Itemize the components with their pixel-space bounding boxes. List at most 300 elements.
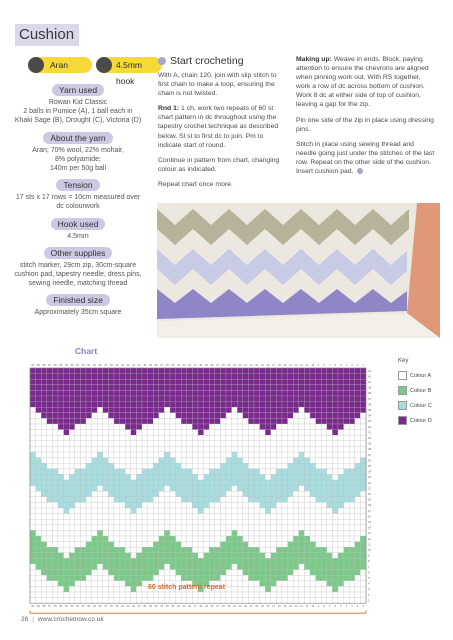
chart-cell xyxy=(47,530,53,536)
chart-cell xyxy=(148,390,154,396)
chart-cell xyxy=(108,480,114,486)
chart-cell xyxy=(327,446,333,452)
chart-cell xyxy=(349,497,355,503)
chart-cell xyxy=(271,407,277,413)
chart-cell xyxy=(344,570,350,576)
yarn-weight-badge xyxy=(28,57,92,73)
chart-cell xyxy=(282,575,288,581)
chart-cell xyxy=(232,469,238,475)
chart-cell xyxy=(232,418,238,424)
chart-cell xyxy=(220,413,226,419)
chart-cell xyxy=(142,486,148,492)
instructions-heading xyxy=(158,55,288,67)
chart-cell xyxy=(215,542,221,548)
chart-cell xyxy=(92,592,98,598)
chart-cell xyxy=(310,474,316,480)
chart-cell xyxy=(187,469,193,475)
chart-cell xyxy=(299,570,305,576)
chart-cell xyxy=(226,570,232,576)
key-label: Colour A xyxy=(410,372,432,379)
column-number: 14 xyxy=(288,364,292,367)
chart-cell xyxy=(148,486,154,492)
chart-cell xyxy=(80,474,86,480)
chart-cell xyxy=(215,564,221,570)
chart-cell xyxy=(248,390,254,396)
chart-cell xyxy=(86,508,92,514)
chart-cell xyxy=(181,480,187,486)
chart-cell xyxy=(237,480,243,486)
chart-cell xyxy=(243,452,249,458)
chart-cell xyxy=(304,463,310,469)
chart-cell xyxy=(232,463,238,469)
chart-cell xyxy=(355,435,361,441)
chart-cell xyxy=(103,570,109,576)
column-number: 35 xyxy=(171,605,175,609)
chart-cell xyxy=(120,458,126,464)
chart-cell xyxy=(327,514,333,520)
chart-cell xyxy=(97,586,103,592)
chart-cell xyxy=(327,581,333,587)
chart-cell xyxy=(299,497,305,503)
chart-cell xyxy=(36,368,42,374)
chart-cell xyxy=(209,424,215,430)
row-number: 17 xyxy=(368,508,372,513)
chart-cell xyxy=(114,542,120,548)
chart-cell xyxy=(204,508,210,514)
chart-cell xyxy=(52,581,58,587)
chart-cell xyxy=(248,474,254,480)
chart-cell xyxy=(187,441,193,447)
chart-cell xyxy=(271,536,277,542)
chart-cell xyxy=(344,525,350,531)
chart-cell xyxy=(237,407,243,413)
column-number: 9 xyxy=(317,605,320,609)
chart-cell xyxy=(265,368,271,374)
column-number: 35 xyxy=(171,364,175,367)
chart-cell xyxy=(198,547,204,553)
chart-cell xyxy=(338,553,344,559)
chart-cell xyxy=(209,407,215,413)
column-number: 8 xyxy=(323,605,325,609)
column-number: 54 xyxy=(64,605,68,609)
chart-cell xyxy=(114,379,120,385)
chart-cell xyxy=(304,564,310,570)
chart-cell xyxy=(114,558,120,564)
instructions-heading-text: Start crocheting xyxy=(170,55,244,67)
chart-cell xyxy=(64,430,70,436)
chart-cell xyxy=(92,586,98,592)
chart-cell xyxy=(226,379,232,385)
chart-cell xyxy=(321,547,327,553)
chart-cell xyxy=(47,469,53,475)
chart-cell xyxy=(114,435,120,441)
chart-cell xyxy=(192,379,198,385)
chart-cell xyxy=(254,379,260,385)
chart-cell xyxy=(355,497,361,503)
chart-cell xyxy=(170,374,176,380)
column-number: 18 xyxy=(266,605,270,609)
chart-cell xyxy=(237,536,243,542)
chart-cell xyxy=(360,446,366,452)
chart-cell xyxy=(64,581,70,587)
chart-cell xyxy=(215,446,221,452)
chart-cell xyxy=(327,570,333,576)
chart-cell xyxy=(114,581,120,587)
chart-cell xyxy=(293,570,299,576)
chart-cell xyxy=(209,570,215,576)
chart-cell xyxy=(276,575,282,581)
chart-cell xyxy=(204,592,210,598)
chart-cell xyxy=(153,497,159,503)
chart-cell xyxy=(170,508,176,514)
chart-cell xyxy=(142,564,148,570)
chart-cell xyxy=(215,418,221,424)
chart-cell xyxy=(265,558,271,564)
chart-cell xyxy=(125,407,131,413)
chart-cell xyxy=(153,407,159,413)
chart-cell xyxy=(293,402,299,408)
chart-cell xyxy=(327,474,333,480)
chart-cell xyxy=(164,592,170,598)
chart-cell xyxy=(209,486,215,492)
chart-cell xyxy=(248,564,254,570)
chart-cell xyxy=(310,491,316,497)
chart-cell xyxy=(64,508,70,514)
chart-cell xyxy=(237,497,243,503)
chart-cell xyxy=(360,575,366,581)
chart-cell xyxy=(288,564,294,570)
chart-cell xyxy=(136,570,142,576)
chart-cell xyxy=(360,379,366,385)
chart-cell xyxy=(232,441,238,447)
chart-cell xyxy=(338,418,344,424)
chart-cell xyxy=(153,413,159,419)
chart-cell xyxy=(243,430,249,436)
chart-cell xyxy=(47,508,53,514)
chart-cell xyxy=(232,407,238,413)
chart-cell xyxy=(220,463,226,469)
chart-cell xyxy=(299,575,305,581)
chart-cell xyxy=(52,536,58,542)
chart-cell xyxy=(310,452,316,458)
chart-cell xyxy=(344,480,350,486)
chart-cell xyxy=(198,486,204,492)
chart-cell xyxy=(215,407,221,413)
chart-cell xyxy=(192,536,198,542)
chart-cell xyxy=(187,390,193,396)
chart-cell xyxy=(338,486,344,492)
chart-cell xyxy=(232,553,238,559)
chart-cell xyxy=(153,480,159,486)
chart-cell xyxy=(360,368,366,374)
column-number: 7 xyxy=(328,364,331,367)
chart-cell xyxy=(41,502,47,508)
chart-cell xyxy=(192,385,198,391)
chart-cell xyxy=(265,508,271,514)
chart-cell xyxy=(344,564,350,570)
chart-cell xyxy=(288,418,294,424)
chart-title: Chart xyxy=(75,346,98,356)
chart-cell xyxy=(164,446,170,452)
chart-cell xyxy=(226,430,232,436)
chart-cell xyxy=(176,592,182,598)
chart-cell xyxy=(293,379,299,385)
chart-cell xyxy=(125,435,131,441)
chart-cell xyxy=(80,508,86,514)
chart-cell xyxy=(209,598,215,604)
row-number: 41 xyxy=(368,374,372,379)
chart-cell xyxy=(310,385,316,391)
chart-cell xyxy=(254,553,260,559)
chart-cell xyxy=(248,368,254,374)
chart-cell xyxy=(80,413,86,419)
chart-cell xyxy=(148,480,154,486)
chart-cell xyxy=(108,486,114,492)
chart-cell xyxy=(97,592,103,598)
chart-cell xyxy=(131,424,137,430)
chart-cell xyxy=(254,570,260,576)
chart-cell xyxy=(192,418,198,424)
chart-cell xyxy=(237,514,243,520)
chart-cell xyxy=(299,441,305,447)
chart-cell xyxy=(355,474,361,480)
chart-cell xyxy=(260,553,266,559)
chart-cell xyxy=(355,385,361,391)
chart-cell xyxy=(288,581,294,587)
chart-cell xyxy=(58,463,64,469)
chart-cell xyxy=(226,564,232,570)
chart-cell xyxy=(52,480,58,486)
chart-cell xyxy=(69,480,75,486)
chart-cell xyxy=(288,502,294,508)
column-number: 19 xyxy=(260,605,264,609)
chart-cell xyxy=(187,525,193,531)
chart-cell xyxy=(232,385,238,391)
chart-cell xyxy=(254,424,260,430)
chart-cell xyxy=(103,413,109,419)
chart-cell xyxy=(198,374,204,380)
chart-cell xyxy=(226,413,232,419)
column-number: 25 xyxy=(227,364,231,367)
chart-cell xyxy=(276,514,282,520)
chart-cell xyxy=(36,519,42,525)
chart-cell xyxy=(176,402,182,408)
chart-cell xyxy=(243,385,249,391)
chart-cell xyxy=(226,592,232,598)
chart-cell xyxy=(327,385,333,391)
chart-cell xyxy=(321,452,327,458)
chart-cell xyxy=(64,374,70,380)
chart-cell xyxy=(47,480,53,486)
chart-cell xyxy=(114,424,120,430)
chart-cell xyxy=(131,497,137,503)
chart-cell xyxy=(243,446,249,452)
chart-cell xyxy=(159,525,165,531)
chart-cell xyxy=(164,542,170,548)
chart-cell xyxy=(75,502,81,508)
chart-cell xyxy=(220,486,226,492)
chart-cell xyxy=(58,570,64,576)
chart-cell xyxy=(355,452,361,458)
chart-cell xyxy=(114,480,120,486)
chart-cell xyxy=(192,430,198,436)
chart-cell xyxy=(355,379,361,385)
chart-cell xyxy=(159,469,165,475)
chart-cell xyxy=(232,486,238,492)
chart-cell xyxy=(58,441,64,447)
chart-cell xyxy=(265,491,271,497)
chart-cell xyxy=(260,407,266,413)
chart-cell xyxy=(36,508,42,514)
chart-cell xyxy=(30,558,36,564)
chart-cell xyxy=(164,598,170,604)
chart-cell xyxy=(47,558,53,564)
chart-cell xyxy=(271,430,277,436)
chart-cell xyxy=(349,385,355,391)
chart-cell xyxy=(355,424,361,430)
chart-cell xyxy=(131,536,137,542)
chart-cell xyxy=(204,575,210,581)
chart-cell xyxy=(237,525,243,531)
chart-cell xyxy=(215,525,221,531)
column-number: 18 xyxy=(266,364,270,367)
chart-cell xyxy=(136,374,142,380)
chart-cell xyxy=(69,463,75,469)
chart-cell xyxy=(349,547,355,553)
chart-cell xyxy=(237,368,243,374)
chart-cell xyxy=(310,469,316,475)
round-label: Rnd 1: xyxy=(158,105,180,113)
chart-cell xyxy=(271,385,277,391)
chart-cell xyxy=(52,441,58,447)
chart-cell xyxy=(164,519,170,525)
chart-cell xyxy=(75,469,81,475)
chart-cell xyxy=(41,435,47,441)
chart-cell xyxy=(304,575,310,581)
chart-cell xyxy=(131,570,137,576)
chart-cell xyxy=(349,508,355,514)
chart-cell xyxy=(243,514,249,520)
key-label: Colour B xyxy=(410,387,432,394)
chart-cell xyxy=(153,452,159,458)
chart-cell xyxy=(159,514,165,520)
chart-cell xyxy=(69,519,75,525)
chart-cell xyxy=(58,542,64,548)
chart-cell xyxy=(260,586,266,592)
chart-cell xyxy=(198,592,204,598)
chart-cell xyxy=(254,519,260,525)
chart-cell xyxy=(360,514,366,520)
chart-cell xyxy=(237,469,243,475)
chart-cell xyxy=(276,452,282,458)
chart-cell xyxy=(120,553,126,559)
chart-cell xyxy=(321,424,327,430)
chart-cell xyxy=(282,553,288,559)
chart-cell xyxy=(204,424,210,430)
chart-cell xyxy=(355,553,361,559)
chart-cell xyxy=(276,558,282,564)
chart-cell xyxy=(86,497,92,503)
instruction-paragraph: Continue in pattern from chart, changing colour as indicated. xyxy=(158,156,280,173)
chart-cell xyxy=(282,435,288,441)
chart-cell xyxy=(36,486,42,492)
chart-cell xyxy=(64,530,70,536)
chart-cell xyxy=(338,598,344,604)
chart-cell xyxy=(52,530,58,536)
chart-cell xyxy=(75,424,81,430)
chart-cell xyxy=(86,463,92,469)
chart-cell xyxy=(159,396,165,402)
chart-cell xyxy=(232,542,238,548)
chart-cell xyxy=(120,374,126,380)
chart-cell xyxy=(310,374,316,380)
chart-cell xyxy=(108,413,114,419)
chart-cell xyxy=(159,508,165,514)
chart-cell xyxy=(64,575,70,581)
column-number: 47 xyxy=(104,605,108,609)
chart-cell xyxy=(204,385,210,391)
chart-cell xyxy=(30,553,36,559)
chart-cell xyxy=(153,525,159,531)
chart-cell xyxy=(136,542,142,548)
chart-cell xyxy=(103,514,109,520)
chart-cell xyxy=(215,514,221,520)
chart-cell xyxy=(338,441,344,447)
chart-cell xyxy=(220,570,226,576)
chart-cell xyxy=(248,463,254,469)
chart-cell xyxy=(148,441,154,447)
chart-cell xyxy=(64,396,70,402)
chart-cell xyxy=(120,396,126,402)
chart-cell xyxy=(248,530,254,536)
making-up-text: Weave in ends. Block, paying attention to ensure the chevrons are aligned when pinning work out. With RS together, work a row of dc across bottom of cushion. Work 8 dc at either side of top of cushion, leaving a gap for the zip. xyxy=(296,56,429,109)
chart-cell xyxy=(58,502,64,508)
chart-cell xyxy=(64,497,70,503)
chart-cell xyxy=(136,547,142,553)
chart-cell xyxy=(332,542,338,548)
chart-cell xyxy=(282,581,288,587)
chart-cell xyxy=(170,469,176,475)
chart-cell xyxy=(220,553,226,559)
chart-cell xyxy=(293,581,299,587)
chart-cell xyxy=(187,519,193,525)
row-number: 35 xyxy=(368,408,372,412)
chart-cell xyxy=(142,575,148,581)
chart-cell xyxy=(271,435,277,441)
chart-cell xyxy=(299,458,305,464)
chart-cell xyxy=(131,480,137,486)
chart-cell xyxy=(299,452,305,458)
chart-cell xyxy=(69,446,75,452)
chart-cell xyxy=(349,558,355,564)
chart-cell xyxy=(58,446,64,452)
chart-cell xyxy=(355,564,361,570)
chart-cell xyxy=(282,446,288,452)
chart-cell xyxy=(254,402,260,408)
chart-cell xyxy=(299,530,305,536)
chart-cell xyxy=(153,564,159,570)
chart-cell xyxy=(170,430,176,436)
chart-cell xyxy=(220,508,226,514)
chart-cell xyxy=(260,497,266,503)
chart-cell xyxy=(108,402,114,408)
chart-cell xyxy=(282,525,288,531)
chart-cell xyxy=(30,592,36,598)
chart-cell xyxy=(120,519,126,525)
column-number: 60 xyxy=(31,605,35,609)
chart-cell xyxy=(58,385,64,391)
chart-cell xyxy=(148,424,154,430)
